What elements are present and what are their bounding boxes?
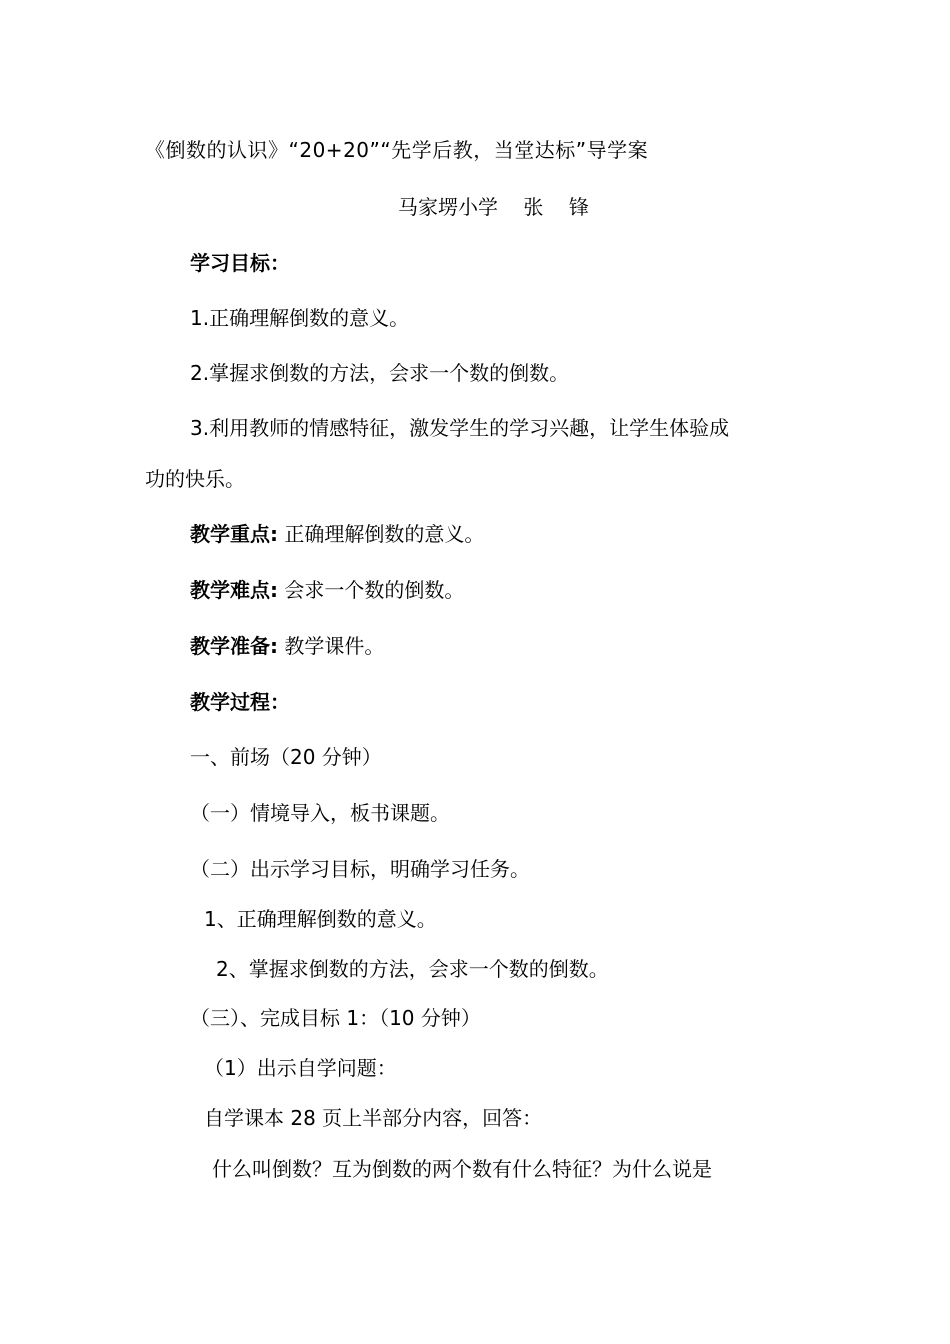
process-step-2: （二）出示学习目标，明确学习任务。 (190, 857, 530, 881)
focus-label: 教学重点: (190, 522, 278, 546)
process-heading: 教学过程： (190, 690, 290, 714)
process-question: 什么叫倒数？互为倒数的两个数有什么特征？为什么说是 (212, 1157, 712, 1181)
process-selfstudy: 自学课本 28 页上半部分内容，回答： (204, 1106, 543, 1130)
objective-item-1: 1.正确理解倒数的意义。 (190, 306, 410, 330)
process-step-1: （一）情境导入，板书课题。 (190, 801, 450, 825)
process-step-3: （三）、完成目标 1：（10 分钟） (190, 1006, 481, 1030)
focus-line (190, 520, 484, 548)
focus-text: 正确理解倒数的意义。 (278, 522, 485, 546)
objective-item-3-continued: 功的快乐。 (145, 467, 245, 491)
document-title: 《倒数的认识》“20+20”“先学后教，当堂达标”导学案 (145, 138, 649, 162)
objective-item-2: 2.掌握求倒数的方法，会求一个数的倒数。 (190, 361, 570, 385)
process-goal-2: 2、掌握求倒数的方法，会求一个数的倒数。 (216, 957, 609, 981)
difficulty-label: 教学难点: (190, 578, 278, 602)
difficulty-line (190, 576, 464, 604)
process-goal-1: 1、正确理解倒数的意义。 (204, 907, 437, 931)
process-sub-1: （1）出示自学问题： (204, 1056, 397, 1080)
preparation-text: 教学课件。 (278, 634, 385, 658)
difficulty-text: 会求一个数的倒数。 (278, 578, 465, 602)
process-part-1: 一、前场（20 分钟） (190, 745, 382, 769)
preparation-line (190, 632, 384, 660)
author-line: 马家塄小学 张 锋 (398, 195, 589, 219)
preparation-label: 教学准备: (190, 634, 278, 658)
objective-item-3: 3.利用教师的情感特征，激发学生的学习兴趣，让学生体验成 (190, 416, 730, 440)
objectives-heading: 学习目标： (190, 251, 290, 275)
